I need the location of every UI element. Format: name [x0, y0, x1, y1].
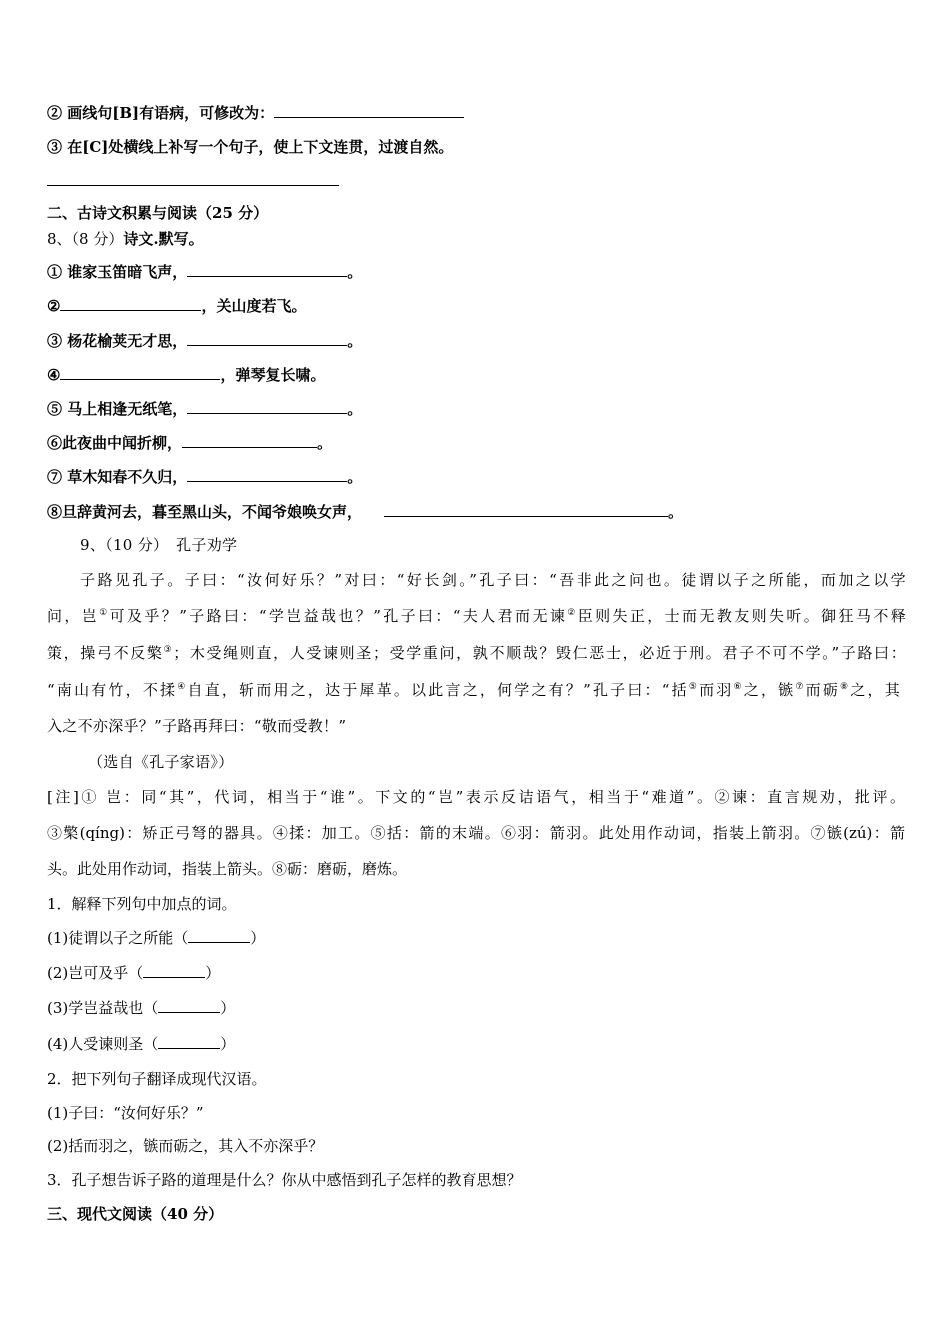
question-2-text: ② 画线句[B]有语病，可修改为：	[47, 104, 275, 122]
recitation-item	[47, 501, 683, 523]
answer-line[interactable]	[47, 185, 339, 186]
item-text: 谁家玉笛暗飞声，	[62, 263, 188, 281]
question-9-header: 9、（10 分） 孔子劝学	[80, 536, 238, 554]
passage-line: 问，岂①可及乎？”子路曰：“学岂益哉也？”孔子曰：“夫人君而无谏②臣则失正，士而无教友则失听。御狂马不释	[47, 607, 907, 625]
answer-blank[interactable]	[158, 998, 220, 1013]
item-text: 马上相逢无纸笔，	[62, 400, 188, 418]
section-3-heading: 三、现代文阅读（40 分）	[47, 1205, 224, 1223]
question-line-2	[47, 102, 464, 124]
sub-question-3-prompt: 3．孔子想告诉子路的道理是什么？你从中感悟到孔子怎样的教育思想？	[47, 1171, 522, 1189]
section-2-heading: 二、古诗文积累与阅读（25 分）	[47, 204, 269, 222]
answer-blank[interactable]	[187, 467, 347, 482]
answer-blank[interactable]	[158, 1034, 220, 1049]
item-marker: ④	[47, 366, 61, 384]
item-marker: ①	[47, 263, 63, 281]
item-marker: ③	[47, 332, 63, 350]
item-text-end: 。	[347, 468, 363, 486]
notes-line: ③檠(qíng)：矫正弓弩的器具。④揉：加工。⑤括：箭的末端。⑥羽：箭羽。此处用作动词，指装上箭羽。⑦镞(zú)：箭	[47, 824, 905, 842]
answer-blank[interactable]	[188, 928, 250, 943]
recitation-item	[47, 261, 362, 283]
notes-line: [注]① 岂：同“其”，代词，相当于“谁”。下文的“岂”表示反诘语气，相当于“难道”。②谏：直言规劝，批评。	[47, 788, 905, 806]
item-marker: ⑥	[47, 434, 63, 452]
definition-item: (3)学岂益哉也（ ）	[47, 999, 236, 1017]
item-text: 此夜曲中闻折柳，	[62, 434, 183, 452]
item-text-end: 。	[347, 332, 363, 350]
item-text-end: 。	[317, 434, 333, 452]
item-marker: ⑦	[47, 468, 63, 486]
passage-line: 入之不亦深乎？”子路再拜曰：“敬而受教！”	[47, 717, 347, 735]
definition-item: (2)岂可及乎（ ）	[47, 964, 221, 982]
question-8-title: 诗文.默写。	[123, 230, 204, 248]
sub-question-1-prompt: 1．解释下列句中加点的词。	[47, 895, 237, 913]
item-marker: ②	[47, 297, 61, 315]
item-text-end: 。	[668, 503, 684, 521]
recitation-item	[47, 398, 362, 420]
answer-blank[interactable]	[187, 399, 347, 414]
question-8-number: 8、（8 分）	[47, 230, 124, 248]
item-text-end: ，关山度若飞。	[201, 297, 307, 315]
recitation-item	[47, 295, 306, 317]
passage-line: 策，操弓不反檠③；木受绳则直，人受谏则圣；受学重问，孰不顺哉？毁仁恶士，必近于刑。君子不可不学。”子路曰：	[47, 644, 906, 662]
item-text-end: ，弹琴复长啸。	[220, 366, 326, 384]
item-text: 草木知春不久归，	[62, 468, 188, 486]
answer-blank[interactable]	[60, 296, 201, 311]
recitation-item	[47, 364, 325, 386]
item-text-end: 。	[347, 400, 363, 418]
passage-source: （选自《孔子家语》）	[88, 753, 234, 771]
definition-item: (4)人受谏则圣（ ）	[47, 1035, 236, 1053]
answer-blank[interactable]	[182, 433, 317, 448]
definition-item: (1)徒谓以子之所能（ ）	[47, 929, 266, 947]
item-text: 杨花榆荚无才思，	[62, 332, 188, 350]
translation-item: (2)括而羽之，镞而砺之，其入不亦深乎？	[47, 1137, 324, 1155]
answer-blank[interactable]	[143, 963, 205, 978]
passage-line: 子路见孔子。子曰：“汝何好乐？”对曰：“好长剑。”孔子曰：“吾非此之问也。徒谓以子之所能，而加之以学	[80, 571, 906, 589]
answer-blank[interactable]	[187, 262, 347, 277]
recitation-item	[47, 466, 362, 488]
recitation-item	[47, 330, 362, 352]
notes-line: 头。此处用作动词，指装上箭头。⑧砺：磨砺，磨炼。	[47, 860, 408, 878]
item-marker: ⑧	[47, 503, 63, 521]
recitation-item	[47, 432, 332, 454]
question-line-3: ③ 在[C]处横线上补写一个句子，使上下文连贯，过渡自然。	[47, 138, 454, 156]
answer-blank[interactable]	[60, 365, 220, 380]
item-text-end: 。	[347, 263, 363, 281]
question-8-header	[47, 228, 204, 250]
item-text: 旦辞黄河去，暮至黑山头，不闻爷娘唤女声，	[62, 503, 363, 521]
answer-blank[interactable]	[274, 103, 464, 118]
passage-line: “南山有竹，不揉④自直，斩而用之，达于犀革。以此言之，何学之有？”孔子曰：“括⑤而羽⑥之，镞⑦而砺⑧之，其	[47, 681, 901, 699]
sub-question-2-prompt: 2．把下列句子翻译成现代汉语。	[47, 1070, 267, 1088]
item-marker: ⑤	[47, 400, 63, 418]
translation-item: (1)子曰：“汝何好乐？”	[47, 1104, 204, 1122]
answer-blank[interactable]	[187, 331, 347, 346]
answer-blank[interactable]	[384, 502, 668, 517]
